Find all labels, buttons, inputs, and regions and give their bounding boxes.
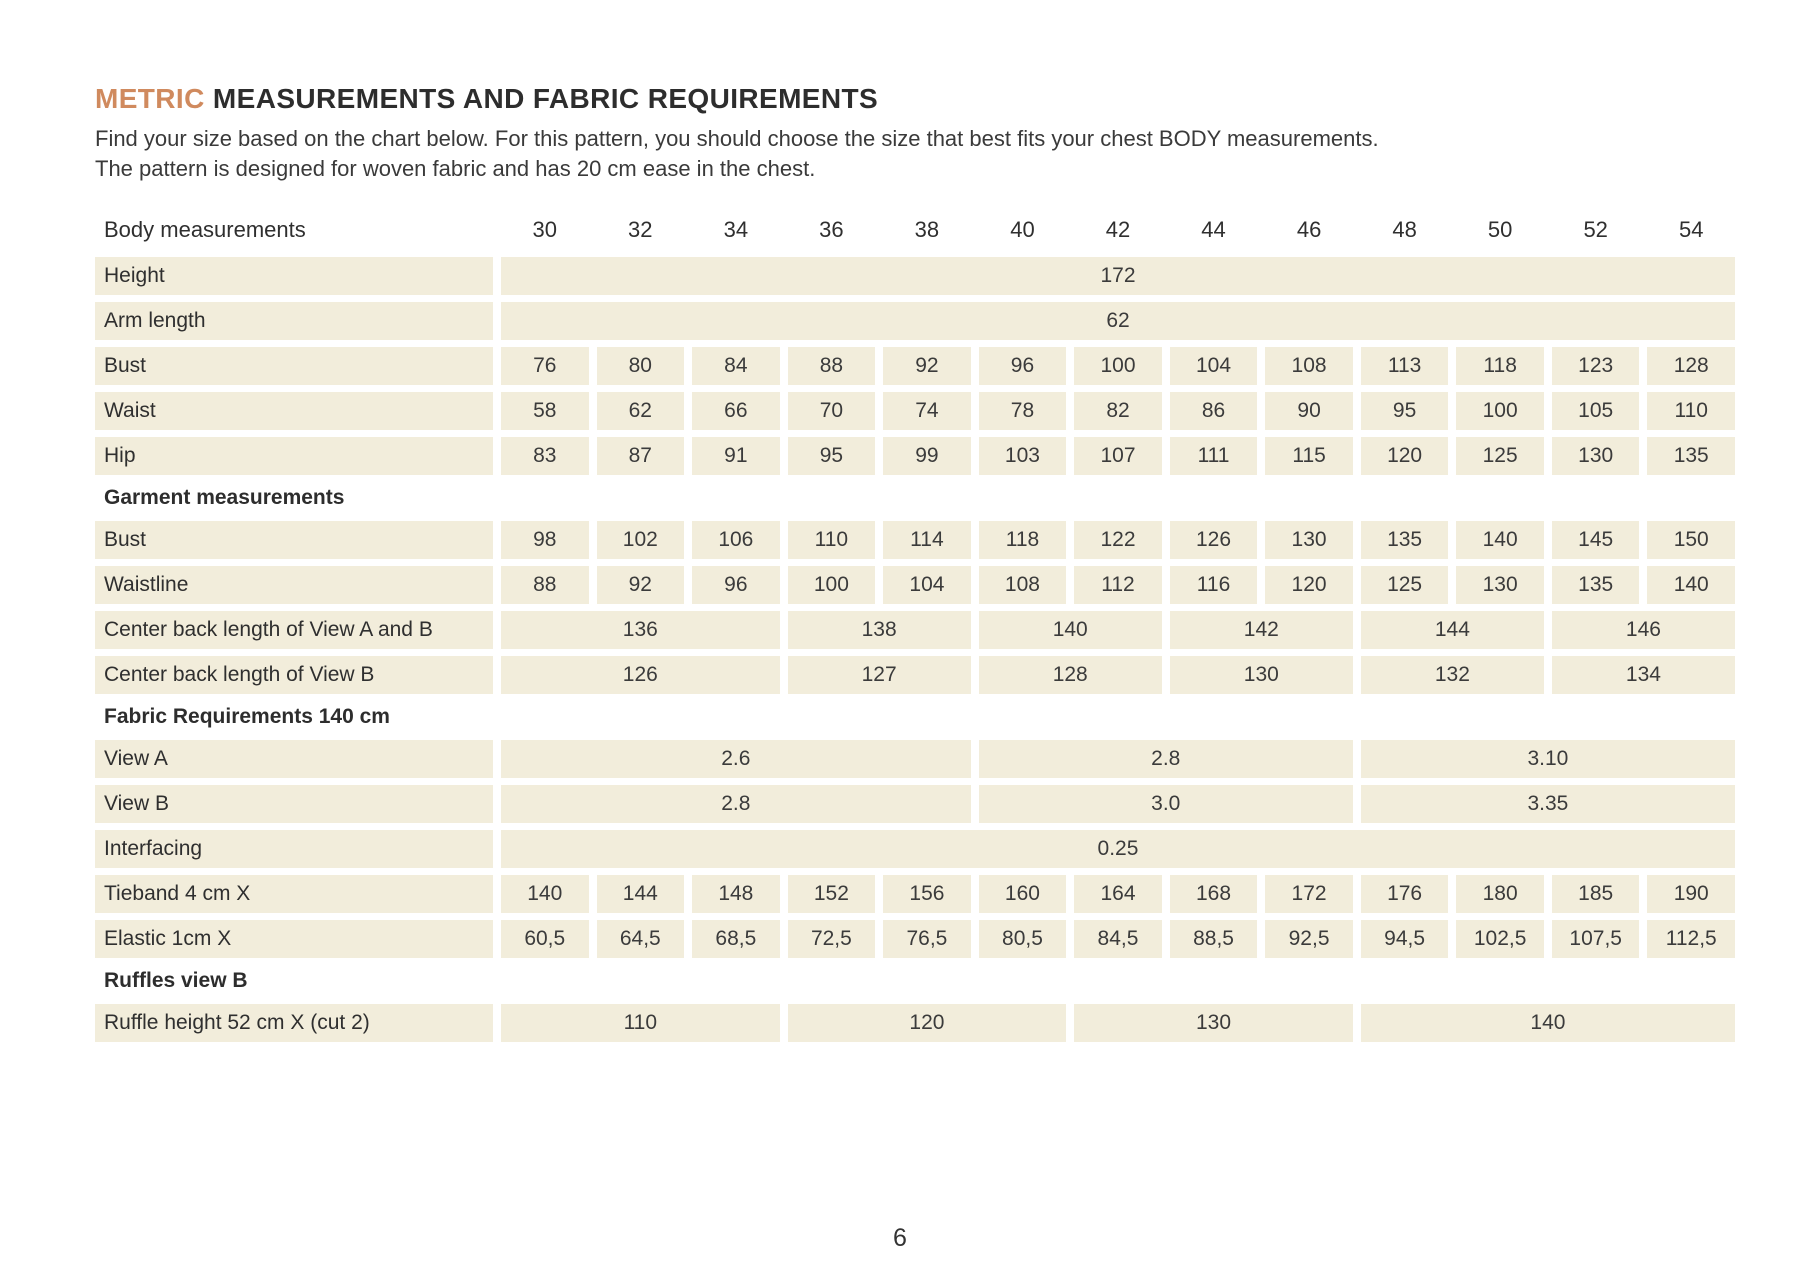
measurement-cell: 58	[501, 392, 589, 430]
measurement-table	[95, 210, 1735, 1042]
size-column-header: 44	[1201, 217, 1226, 242]
size-column-header: 34	[723, 217, 749, 242]
row-label: Center back length of View A and B	[95, 611, 493, 649]
measurement-cell: 112,5	[1647, 920, 1735, 958]
measurement-cell: 74	[883, 392, 971, 430]
measurement-cell: 87	[597, 437, 685, 475]
measurement-cell: 130	[1552, 437, 1640, 475]
measurement-cell: 120	[1265, 566, 1353, 604]
measurement-cell: 3.35	[1361, 785, 1735, 823]
measurement-cell: 150	[1647, 521, 1735, 559]
measurement-cell: 142	[1170, 611, 1353, 649]
measurement-cell: 86	[1170, 392, 1258, 430]
measurement-cell: 130	[1170, 656, 1353, 694]
measurement-cell: 118	[1456, 347, 1544, 385]
measurement-cell: 185	[1552, 875, 1640, 913]
measurement-cell: 91	[692, 437, 780, 475]
measurement-cell: 132	[1361, 656, 1544, 694]
measurement-cell: 110	[1647, 392, 1735, 430]
measurement-cell: 107	[1074, 437, 1162, 475]
measurement-cell: 135	[1552, 566, 1640, 604]
measurement-cell: 135	[1361, 521, 1449, 559]
measurement-cell: 120	[788, 1004, 1067, 1042]
measurement-cell: 140	[979, 611, 1162, 649]
measurement-cell: 3.0	[979, 785, 1353, 823]
row-label: View B	[95, 785, 493, 823]
measurement-cell: 130	[1265, 521, 1353, 559]
measurement-cell: 140	[1456, 521, 1544, 559]
measurement-cell: 92,5	[1265, 920, 1353, 958]
measurement-cell: 125	[1456, 437, 1544, 475]
measurement-cell: 110	[788, 521, 876, 559]
measurement-cell: 190	[1647, 875, 1735, 913]
measurement-cell: 88,5	[1170, 920, 1258, 958]
measurement-cell: 3.10	[1361, 740, 1735, 778]
measurement-cell: 136	[501, 611, 780, 649]
measurement-cell: 107,5	[1552, 920, 1640, 958]
measurement-cell: 102	[597, 521, 685, 559]
measurement-cell: 95	[788, 437, 876, 475]
measurement-cell: 116	[1170, 566, 1258, 604]
measurement-cell: 66	[692, 392, 780, 430]
measurement-cell: 100	[1074, 347, 1162, 385]
measurement-cell: 164	[1074, 875, 1162, 913]
measurement-cell: 98	[501, 521, 589, 559]
measurement-cell: 95	[1361, 392, 1449, 430]
row-label: Waistline	[95, 566, 493, 604]
size-column-header: 42	[1105, 217, 1131, 242]
measurement-cell: 105	[1552, 392, 1640, 430]
measurement-cell: 144	[597, 875, 685, 913]
measurement-cell: 168	[1170, 875, 1258, 913]
measurement-cell: 96	[979, 347, 1067, 385]
measurement-cell: 123	[1552, 347, 1640, 385]
measurement-cell: 106	[692, 521, 780, 559]
row-label: Bust	[95, 347, 493, 385]
measurement-cell: 82	[1074, 392, 1162, 430]
measurement-cell: 92	[597, 566, 685, 604]
measurement-cell: 64,5	[597, 920, 685, 958]
section-header: Fabric Requirements 140 cm	[104, 705, 390, 728]
intro-text	[95, 124, 1735, 184]
measurement-cell: 94,5	[1361, 920, 1449, 958]
section-header: Garment measurements	[104, 486, 345, 509]
page-number: 6	[893, 1224, 907, 1252]
measurement-cell: 130	[1074, 1004, 1353, 1042]
measurement-cell: 114	[883, 521, 971, 559]
measurement-cell: 83	[501, 437, 589, 475]
measurement-cell: 88	[501, 566, 589, 604]
row-label: Hip	[95, 437, 493, 475]
measurement-cell: 115	[1265, 437, 1353, 475]
row-label: Waist	[95, 392, 493, 430]
measurement-cell: 2.6	[501, 740, 971, 778]
size-column-header: 48	[1392, 217, 1417, 242]
row-label: Interfacing	[95, 830, 493, 868]
section-header: Ruffles view B	[104, 969, 248, 992]
measurement-cell: 172	[1265, 875, 1353, 913]
measurement-cell: 80	[597, 347, 685, 385]
row-label: View A	[95, 740, 493, 778]
measurement-cell: 113	[1361, 347, 1449, 385]
measurement-cell: 111	[1170, 437, 1258, 475]
measurement-cell: 92	[883, 347, 971, 385]
size-column-header: 32	[628, 217, 653, 242]
intro-line-2: The pattern is designed for woven fabric and has 20 cm ease in the chest.	[95, 156, 816, 181]
measurement-cell: 122	[1074, 521, 1162, 559]
measurement-cell: 68,5	[692, 920, 780, 958]
intro-line-1: Find your size based on the chart below. For this pattern, you should choose the size that best fits your chest BODY measurements.	[95, 126, 1379, 151]
measurement-cell: 84	[692, 347, 780, 385]
size-column-header: 50	[1487, 217, 1513, 242]
measurement-cell: 103	[979, 437, 1067, 475]
measurement-cell: 62	[501, 302, 1735, 340]
row-label: Ruffle height 52 cm X (cut 2)	[95, 1004, 493, 1042]
measurement-cell: 102,5	[1456, 920, 1544, 958]
measurement-cell: 152	[788, 875, 876, 913]
title-accent: METRIC	[95, 83, 205, 114]
measurement-cell: 146	[1552, 611, 1735, 649]
measurement-cell: 0.25	[501, 830, 1735, 868]
row-label: Bust	[95, 521, 493, 559]
measurement-cell: 172	[501, 257, 1735, 295]
measurement-cell: 80,5	[979, 920, 1067, 958]
row-label: Elastic 1cm X	[95, 920, 493, 958]
measurement-cell: 104	[883, 566, 971, 604]
measurement-cell: 138	[788, 611, 971, 649]
measurement-cell: 76,5	[883, 920, 971, 958]
measurement-cell: 128	[1647, 347, 1735, 385]
measurement-cell: 108	[979, 566, 1067, 604]
measurement-cell: 125	[1361, 566, 1449, 604]
size-column-header: 36	[819, 217, 844, 242]
measurement-cell: 120	[1361, 437, 1449, 475]
measurement-cell: 96	[692, 566, 780, 604]
measurement-cell: 180	[1456, 875, 1544, 913]
measurement-cell: 62	[597, 392, 685, 430]
page-title	[95, 82, 1735, 116]
measurement-cell: 148	[692, 875, 780, 913]
row-label: Height	[95, 257, 493, 295]
size-column-header: 38	[914, 217, 940, 242]
measurement-cell: 127	[788, 656, 971, 694]
size-column-header: 54	[1678, 217, 1704, 242]
size-column-header: 30	[532, 217, 557, 242]
column-header-label: Body measurements	[104, 217, 306, 242]
measurement-cell: 126	[1170, 521, 1258, 559]
measurement-cell: 110	[501, 1004, 780, 1042]
size-column-header: 46	[1296, 217, 1322, 242]
row-label: Center back length of View B	[95, 656, 493, 694]
measurement-cell: 118	[979, 521, 1067, 559]
measurement-cell: 145	[1552, 521, 1640, 559]
measurement-cell: 100	[788, 566, 876, 604]
measurement-cell: 144	[1361, 611, 1544, 649]
measurement-cell: 130	[1456, 566, 1544, 604]
measurement-cell: 140	[1647, 566, 1735, 604]
title-rest: MEASUREMENTS AND FABRIC REQUIREMENTS	[204, 83, 879, 114]
measurement-cell: 140	[501, 875, 589, 913]
measurement-cell: 112	[1074, 566, 1162, 604]
measurement-cell: 140	[1361, 1004, 1735, 1042]
measurement-cell: 134	[1552, 656, 1735, 694]
measurement-cell: 100	[1456, 392, 1544, 430]
measurement-cell: 60,5	[501, 920, 589, 958]
measurement-cell: 99	[883, 437, 971, 475]
measurement-cell: 156	[883, 875, 971, 913]
measurement-cell: 135	[1647, 437, 1735, 475]
measurement-cell: 108	[1265, 347, 1353, 385]
measurement-cell: 104	[1170, 347, 1258, 385]
measurement-cell: 88	[788, 347, 876, 385]
measurement-cell: 78	[979, 392, 1067, 430]
measurement-cell: 2.8	[501, 785, 971, 823]
measurement-cell: 128	[979, 656, 1162, 694]
measurement-cell: 70	[788, 392, 876, 430]
row-label: Tieband 4 cm X	[95, 875, 493, 913]
measurement-cell: 72,5	[788, 920, 876, 958]
row-label: Arm length	[95, 302, 493, 340]
size-column-header: 52	[1583, 217, 1608, 242]
measurement-cell: 176	[1361, 875, 1449, 913]
measurement-cell: 2.8	[979, 740, 1353, 778]
measurement-cell: 76	[501, 347, 589, 385]
measurement-cell: 126	[501, 656, 780, 694]
size-column-header: 40	[1010, 217, 1035, 242]
measurement-cell: 90	[1265, 392, 1353, 430]
measurement-cell: 160	[979, 875, 1067, 913]
measurement-cell: 84,5	[1074, 920, 1162, 958]
